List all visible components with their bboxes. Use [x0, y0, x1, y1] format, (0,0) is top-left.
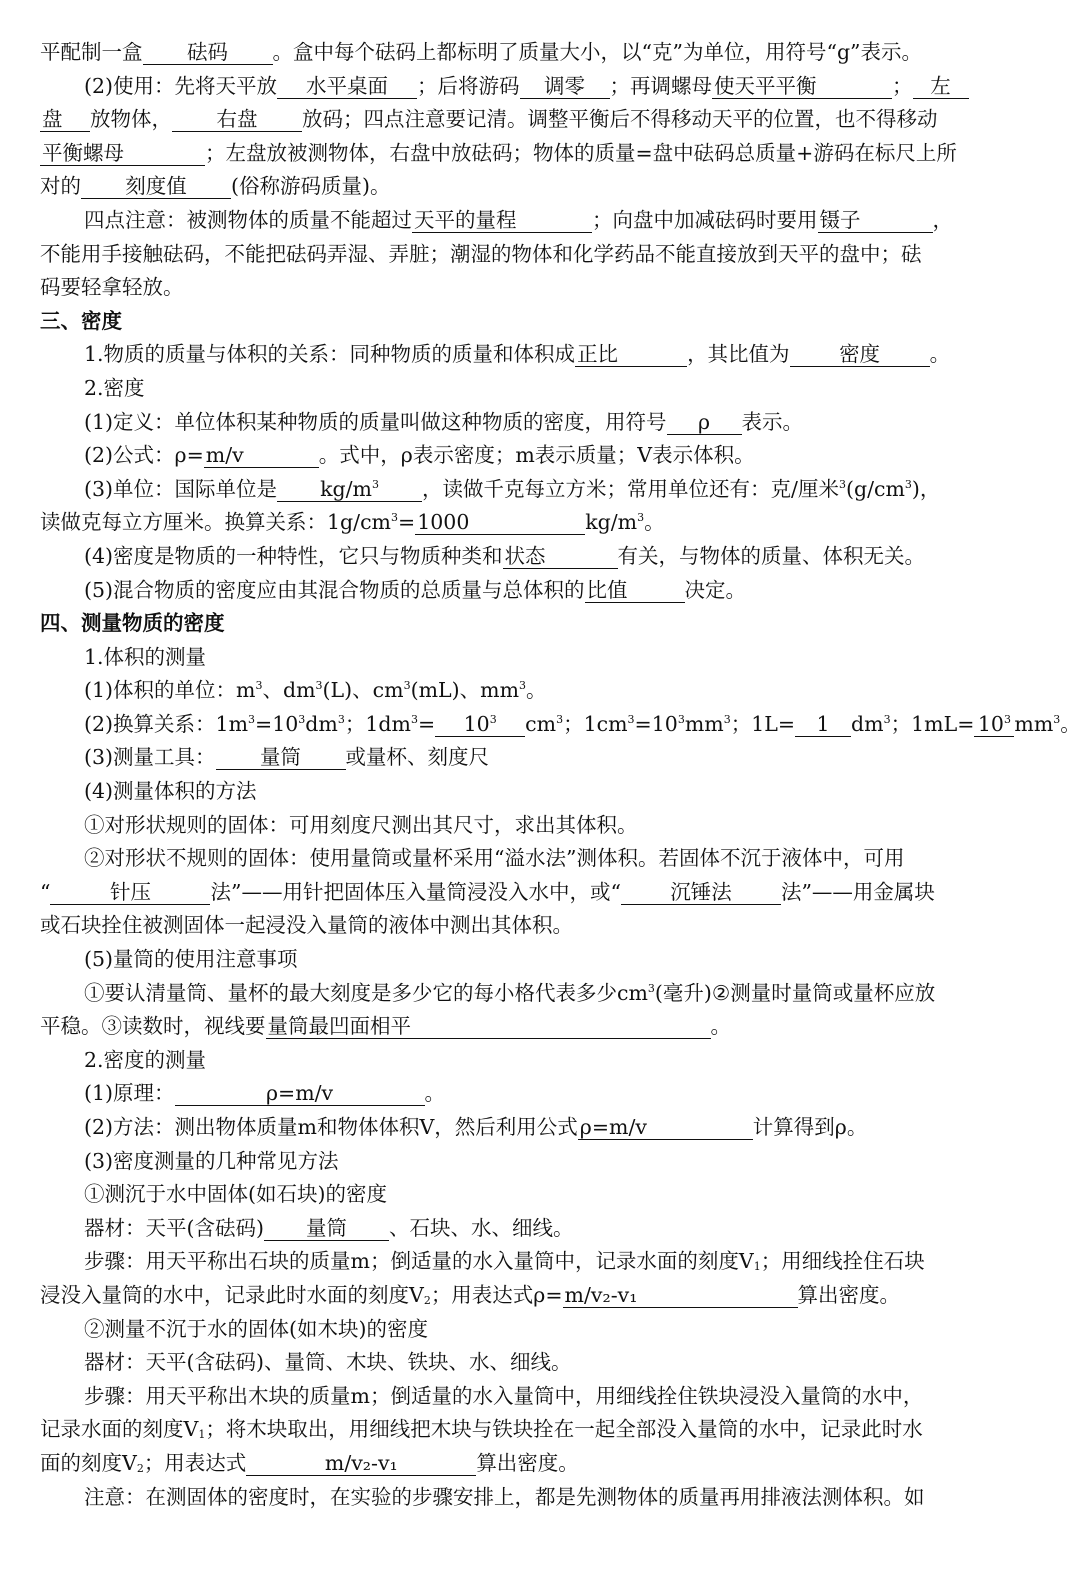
text-run: ②测量不沉于水的固体(如木块)的密度 — [84, 1316, 428, 1341]
superscript: 3 — [637, 511, 645, 525]
text-run: (2)方法：测出物体质量m和物体体积V，然后利用公式 — [84, 1115, 578, 1139]
blank-answer — [143, 40, 273, 65]
blank-answer — [621, 880, 781, 905]
text-run: (mL)、mm — [410, 678, 520, 703]
blank-answer — [974, 712, 1014, 737]
blank-answer — [204, 443, 319, 468]
answer-text: 砝码 — [187, 40, 228, 64]
answer-text: 水平桌面 — [306, 73, 389, 98]
text-run: 放码；四点注意要记清。调整平衡后不得移动天平的位置，也不得移动 — [302, 107, 938, 132]
text-run: ；用表达式ρ= — [430, 1282, 563, 1307]
blank-answer — [81, 174, 231, 199]
blank-answer — [40, 107, 90, 132]
text-run: ；用细线拴住石块 — [760, 1249, 925, 1274]
text-run: 决定。 — [684, 577, 747, 602]
blank-answer — [415, 510, 585, 535]
superscript: 3 — [391, 511, 398, 525]
text-line — [40, 36, 1022, 70]
blank-answer — [246, 1451, 476, 1476]
text-line — [40, 1313, 1022, 1347]
text-run: ；1L= — [730, 711, 796, 736]
text-run: ， — [932, 207, 953, 232]
superscript: 3 — [315, 679, 323, 693]
text-line — [40, 943, 1022, 977]
text-run: 面的刻度V — [40, 1450, 137, 1475]
text-line — [40, 271, 1022, 305]
text-line — [40, 103, 1022, 137]
text-run: )， — [911, 476, 941, 501]
blank-answer — [266, 1014, 711, 1039]
text-run: ，读做千克每立方米；常用单位还有：克/厘米 — [422, 476, 839, 501]
text-run: dm — [305, 711, 338, 736]
text-run: 1.物质的质量与体积的关系：同种物质的质量和体积成 — [84, 342, 576, 367]
text-run: (1)体积的单位：m — [84, 678, 256, 703]
blank-answer — [50, 880, 210, 905]
text-run: (1)定义：单位体积某种物质的质量叫做这种物质的密度，用符号 — [84, 409, 667, 434]
text-run: ；后将游码 — [417, 73, 520, 98]
superscript: 3 — [1053, 712, 1061, 726]
text-run: 步骤：用天平称出石块的质量m；倒适量的水入量筒中，记录水面的刻度V — [84, 1249, 754, 1274]
text-run: 。 — [526, 678, 547, 703]
answer-text: 左 — [930, 73, 951, 98]
superscript: 3 — [403, 679, 411, 693]
blank-answer — [575, 342, 687, 367]
superscript: 3 — [519, 679, 527, 693]
text-run: (5)混合物质的密度应由其混合物质的总质量与总体积的 — [84, 577, 585, 602]
text-line — [40, 574, 1022, 608]
blank-answer — [175, 1081, 425, 1106]
answer-text: ρ=m/v — [265, 1081, 334, 1106]
blank-answer — [277, 477, 422, 502]
blank-answer — [795, 712, 851, 737]
blank-answer — [216, 745, 346, 770]
text-run: 。盒中每个砝码上都标明了质量大小，以“克”为单位，用符号“g”表示。 — [272, 40, 923, 64]
text-line — [40, 1481, 1022, 1515]
text-run: 。 — [1060, 711, 1081, 736]
answer-text: 10 — [977, 711, 1004, 736]
answer-text: 量筒 — [260, 745, 302, 770]
text-run: ；再调螺母 — [609, 73, 713, 98]
text-line — [40, 1010, 1022, 1044]
answer-text: 1 — [816, 711, 830, 736]
text-line — [40, 506, 1022, 540]
text-run: ； — [892, 73, 913, 98]
blank-answer — [40, 141, 205, 166]
subscript: 2 — [423, 1293, 431, 1307]
blank-answer — [790, 342, 930, 367]
text-run: 记录水面的刻度V — [40, 1417, 199, 1442]
text-run: 步骤：用天平称出木块的质量m；倒适量的水入量筒中，用细线拴住铁块浸没入量筒的水中， — [84, 1383, 924, 1408]
text-run: mm — [1014, 711, 1054, 736]
text-line — [40, 1245, 1022, 1279]
text-run: 四点注意：被测物体的质量不能超过 — [84, 207, 412, 232]
blank-answer — [412, 208, 592, 233]
answer-text: 盘 — [42, 107, 63, 132]
text-run: 不能用手接触砝码，不能把砝码弄湿、弄脏；潮湿的物体和化学药品不能直接放到天平的盘中；砝 — [40, 241, 922, 266]
answer-text: 刻度值 — [125, 174, 187, 199]
text-run: (4)测量体积的方法 — [84, 779, 257, 804]
text-run: 法”——用金属块 — [780, 879, 935, 904]
text-line — [40, 1178, 1022, 1212]
text-run: 浸没入量筒的水中，记录此时水面的刻度V — [40, 1282, 424, 1307]
text-run: 计算得到ρ。 — [752, 1115, 868, 1139]
blank-answer — [520, 74, 610, 99]
text-line — [40, 70, 1022, 104]
text-run: 算出密度。 — [797, 1282, 901, 1307]
answer-text: 调零 — [544, 73, 586, 98]
superscript: 3 — [298, 712, 306, 726]
blank-answer — [563, 1283, 798, 1308]
blank-answer — [578, 1115, 753, 1140]
answer-text: 10 — [463, 711, 490, 736]
answer-text: m/v₂-v₁ — [564, 1282, 638, 1307]
superscript: 3 — [677, 712, 685, 726]
text-line — [40, 1447, 1022, 1481]
text-run: 2.密度的测量 — [84, 1047, 207, 1072]
answer-text: 使天平平衡 — [714, 73, 817, 98]
section-heading — [40, 305, 1022, 339]
text-run: (3)密度测量的几种常见方法 — [84, 1148, 339, 1173]
answer-text: ρ=m/v — [579, 1115, 647, 1139]
text-run: 表示。 — [741, 409, 804, 434]
answer-superscript: 3 — [371, 477, 379, 491]
blank-answer — [503, 544, 618, 569]
superscript: 3 — [904, 477, 912, 491]
text-run: = — [417, 711, 436, 736]
text-run: 码要轻拿轻放。 — [40, 275, 184, 300]
text-line — [40, 876, 1022, 910]
text-run: cm — [525, 711, 557, 736]
text-line — [40, 1077, 1022, 1111]
text-line — [40, 641, 1022, 675]
text-line — [40, 372, 1022, 406]
text-line — [40, 170, 1022, 204]
answer-text: 沉锤法 — [670, 879, 732, 904]
text-run: (3)测量工具： — [84, 745, 216, 770]
blank-answer — [264, 1216, 389, 1241]
text-line — [40, 809, 1022, 843]
superscript: 3 — [647, 981, 655, 995]
answer-text: kg/m — [320, 476, 372, 501]
text-run: ②对形状不规则的固体：使用量筒或量杯采用“溢水法”测体积。若固体不沉于液体中，可用 — [84, 846, 905, 871]
superscript: 3 — [556, 712, 564, 726]
text-run: 。式中，ρ表示密度；m表示质量；V表示体积。 — [318, 443, 755, 468]
text-run: 读做克每立方厘米。换算关系：1g/cm — [40, 510, 391, 535]
text-run: (4)密度是物质的一种特性，它只与物质种类和 — [84, 543, 503, 568]
text-run: ；用表达式 — [143, 1450, 247, 1475]
subscript: 1 — [198, 1428, 206, 1442]
answer-text: 1000 — [417, 510, 470, 535]
text-line — [40, 775, 1022, 809]
text-run: 。 — [929, 342, 951, 367]
answer-text: 密度 — [839, 342, 881, 367]
text-line — [40, 674, 1022, 708]
text-run: ，其比值为 — [687, 342, 790, 367]
text-run: (1)原理： — [84, 1081, 175, 1106]
answer-text: 量筒最凹面相平 — [267, 1014, 411, 1039]
text-run: kg/m — [585, 510, 638, 535]
text-line — [40, 1380, 1022, 1414]
superscript: 3 — [627, 712, 635, 726]
text-line — [40, 1111, 1022, 1145]
text-run: 或石块拴住被测固体一起浸没入量筒的液体中测出其体积。 — [40, 913, 573, 938]
answer-text: m/v₂-v₁ — [324, 1450, 398, 1475]
text-line — [40, 1212, 1022, 1246]
text-line — [40, 1413, 1022, 1447]
blank-answer — [667, 410, 742, 435]
superscript: 3 — [248, 712, 256, 726]
answer-text: 状态 — [504, 543, 546, 568]
text-run: ；1cm — [563, 711, 628, 736]
text-run: 。 — [644, 510, 665, 535]
text-line — [40, 977, 1022, 1011]
text-run: (2)换算关系：1m — [84, 711, 249, 736]
text-run: (g/cm — [845, 476, 905, 501]
superscript: 3 — [255, 679, 263, 693]
superscript: 3 — [723, 712, 731, 726]
blank-answer — [712, 74, 892, 99]
text-run: ；向盘中加减砝码时要用 — [592, 207, 818, 232]
text-run: 、石块、水、细线。 — [389, 1215, 574, 1240]
text-run: 平稳。③读数时，视线要 — [40, 1014, 266, 1039]
text-run: 。 — [424, 1081, 446, 1106]
section-heading — [40, 607, 1022, 641]
text-run: (毫升)②测量时量筒或量杯应放 — [654, 980, 936, 1005]
superscript: 3 — [410, 712, 418, 726]
text-line — [40, 1044, 1022, 1078]
answer-superscript: 3 — [489, 712, 497, 726]
blank-answer — [585, 578, 685, 603]
text-run: 、dm — [262, 678, 316, 703]
text-run: 放物体， — [90, 107, 172, 132]
blank-answer — [172, 107, 302, 132]
text-line — [40, 439, 1022, 473]
text-run: ①要认清量筒、量杯的最大刻度是多少它的每小格代表多少cm — [84, 980, 648, 1005]
text-run: 算出密度。 — [476, 1450, 579, 1475]
text-line — [40, 1279, 1022, 1313]
text-run: mm — [684, 711, 724, 736]
answer-text: 正比 — [577, 342, 619, 367]
answer-text: ρ — [698, 409, 711, 434]
text-run: 。 — [710, 1014, 731, 1039]
text-run: (3)单位：国际单位是 — [84, 476, 278, 501]
text-run: ；将木块取出，用细线把木块与铁块拴在一起全部没入量筒的水中，记录此时水 — [205, 1417, 923, 1442]
text-run: 器材：天平(含砝码)、量筒、木块、铁块、水、细线。 — [84, 1350, 572, 1375]
answer-text: 量筒 — [306, 1215, 347, 1240]
text-line — [40, 909, 1022, 943]
text-run: “ — [40, 879, 51, 904]
answer-text: 比值 — [586, 577, 628, 602]
text-run: 平配制一盒 — [40, 40, 143, 64]
superscript: 3 — [883, 712, 891, 726]
text-line — [40, 406, 1022, 440]
text-run: 四、测量物质的密度 — [40, 611, 225, 636]
text-run: = — [398, 510, 416, 535]
text-run: (俗称游码质量)。 — [231, 174, 391, 199]
text-run: 1.体积的测量 — [84, 644, 207, 669]
text-run: 对的 — [40, 174, 81, 199]
blank-answer — [818, 208, 933, 233]
text-run: 有关，与物体的质量、体积无关。 — [617, 543, 926, 568]
text-line — [40, 741, 1022, 775]
answer-text: m/v — [205, 443, 244, 468]
subscript: 1 — [753, 1260, 761, 1274]
text-line — [40, 338, 1022, 372]
subscript: 2 — [136, 1461, 144, 1475]
text-run: ①测沉于水中固体(如石块)的密度 — [84, 1182, 387, 1207]
text-run: 器材：天平(含砝码) — [84, 1215, 264, 1240]
text-run: ；左盘放被测物体，右盘中放砝码；物体的质量=盘中砝码总质量+游码在标尺上所 — [205, 140, 957, 165]
text-line — [40, 708, 1081, 742]
answer-text: 平衡螺母 — [42, 140, 124, 165]
text-run: ；1mL= — [890, 711, 975, 736]
text-line — [40, 842, 1022, 876]
text-run: =10 — [255, 711, 299, 736]
blank-answer — [277, 74, 417, 99]
text-run: ①对形状规则的固体：可用刻度尺测出其尺寸，求出其体积。 — [84, 812, 638, 837]
answer-superscript: 3 — [1003, 712, 1011, 726]
text-run: (L)、cm — [322, 678, 404, 703]
text-line — [40, 204, 1022, 238]
text-run: (2)公式：ρ= — [84, 443, 204, 468]
text-run: (5)量筒的使用注意事项 — [84, 947, 298, 972]
blank-answer — [913, 74, 969, 99]
answer-text: 镊子 — [819, 207, 861, 232]
text-run: 三、密度 — [40, 308, 122, 333]
answer-text: 天平的量程 — [414, 207, 517, 232]
text-line — [40, 137, 1022, 171]
text-run: (2)使用：先将天平放 — [84, 73, 278, 98]
text-line — [40, 540, 1022, 574]
superscript: 3 — [337, 712, 345, 726]
text-line — [40, 1346, 1022, 1380]
text-run: dm — [851, 711, 884, 736]
text-run: ；1dm — [344, 711, 411, 736]
answer-text: 右盘 — [216, 107, 258, 132]
text-run: 2.密度 — [84, 375, 145, 400]
text-run: 注意：在测固体的密度时，在实验的步骤安排上，都是先测物体的质量再用排液法测体积。如 — [84, 1484, 925, 1509]
text-run: 法”——用针把固体压入量筒浸没入水中，或“ — [210, 879, 621, 904]
superscript: 3 — [838, 477, 846, 491]
text-line — [40, 1145, 1022, 1179]
text-line — [40, 473, 1022, 507]
text-line — [40, 238, 1022, 272]
blank-answer — [435, 712, 525, 737]
text-run: 或量杯、刻度尺 — [345, 745, 490, 770]
text-run: =10 — [634, 711, 678, 736]
answer-text: 针压 — [109, 879, 151, 904]
